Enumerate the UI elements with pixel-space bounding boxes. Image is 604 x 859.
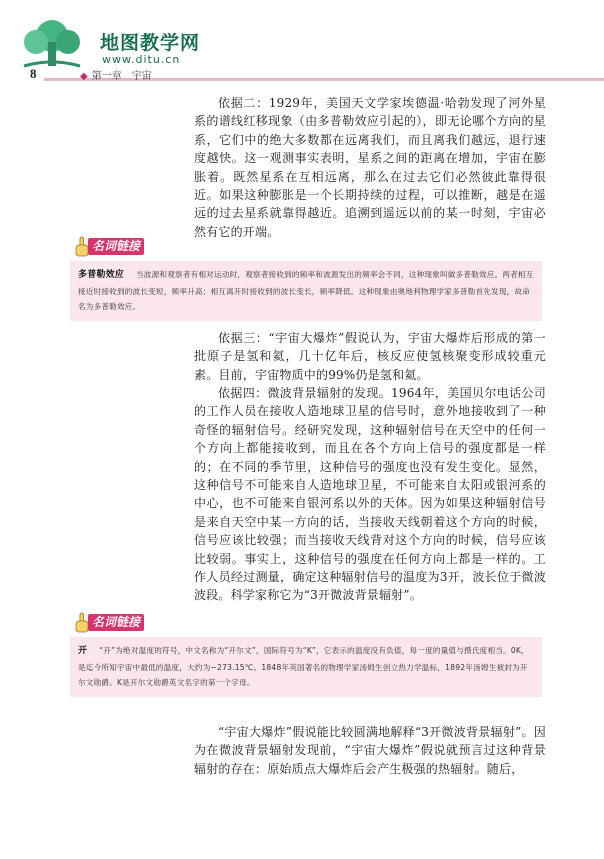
chapter-heading [80,67,152,82]
glossary-definition: “开”为绝对温度的符号，中文名称为“开尔文”，国际符号为“K”，它表示的温度没有负值，每一度的量值与摄氏度相当。0K，是迄今所知宇宙中最低的温度，大约为−273.15℃。1848年英国著名的物理学家汤姆生创立热力学温标，1892年汤姆生被封为开尔文勋爵。K是开尔文勋爵英文名字的第一个字母。 [78,646,529,687]
site-url[interactable]: www.ditu.cn [102,53,181,66]
term-link-label: 名词链接 [88,614,144,631]
paragraph-evidence-4: 依据四：微波背景辐射的发现。1964年，美国贝尔电话公司的工作人员在接收人造地球卫星的信号时，意外地接收到了一种奇怪的辐射信号。经研究发现，这种辐射信号在天空中的任何一个方向上都能接收到，而且在各个方向上信号的强度都是一样的；在不同的季节里，这种信号的强度也没有发生变化。显然，这种信号不可能来自人造地球卫星，不可能来自太阳或银河系的中心，也不可能来自银河系以外的天体。因为如果这种辐射信号是来自天空中某一方向的话，当接收天线朝着这个方向的时候，信号应该比较强；而当接收天线背对这个方向的时候，信号应该比较弱。事实上，这种信号的强度在任何方向上都是一样的。工作人员经过测量，确定这种辐射信号的温度为3开，波长位于微波波段。科学家称它为“3开微波背景辐射”。 [194,386,546,603]
paragraph-evidence-3: 依据三：“宇宙大爆炸”假说认为，宇宙大爆炸后形成的第一批原子是氢和氦，几十亿年后，核反应使氢核聚变形成较重元素。目前，宇宙物质中的99%仍是氢和氦。 [194,331,546,382]
paragraph-explanation: “宇宙大爆炸”假说能比较圆满地解释“3开微波背景辐射”。因为在微波背景辐射发现前，“宇宙大爆炸”假说就预言过这种背景辐射的存在：原始质点大爆炸后会产生极强的热辐射。随后， [194,725,546,776]
paragraph-evidence-2: 依据二：1929年，美国天文学家埃德温·哈勃发现了河外星系的谱线红移现象（由多普勒效应引起的），即无论哪个方向的星系，它们中的绝大多数都在远离我们，而且离我们越远，退行速度越快。这一观测事实表明，星系之间的距离在增加，宇宙在膨胀着。既然星系在互相远离，那么在过去它们必然彼此靠得很近。如果这种膨胀是一个长期持续的过程，可以推断，越是在遥远的过去星系就靠得越近。追溯到遥远以前的某一时刻，宇宙必然有它的开端。 [194,96,546,239]
glossary-definition: 当波源和观察者有相对运动时，观察者接收到的频率和波源发出的频率会不同，这种现象叫做多普勒效应。两者相互接近时接收到的波长变短，频率升高；相互离开时接收到的波长变长，频率降低。这种现象由奥地利物理学家多普勒首先发现，故命名为多普勒效应。 [78,270,534,311]
site-logo-tree-icon [16,18,86,70]
glossary-kelvin [70,637,542,697]
diamond-bullet-icon: ◆ [80,71,88,82]
chapter-title: 宇宙 [131,71,152,82]
page-number: 8 [30,66,37,81]
term-link-label: 名词链接 [88,238,144,255]
glossary-doppler-effect [70,261,542,321]
site-name: 地图教学网 [100,32,201,54]
glossary-term: 多普勒效应 [78,270,125,280]
glossary-term: 开 [78,646,88,656]
chapter-label: 第一章 [91,71,122,82]
